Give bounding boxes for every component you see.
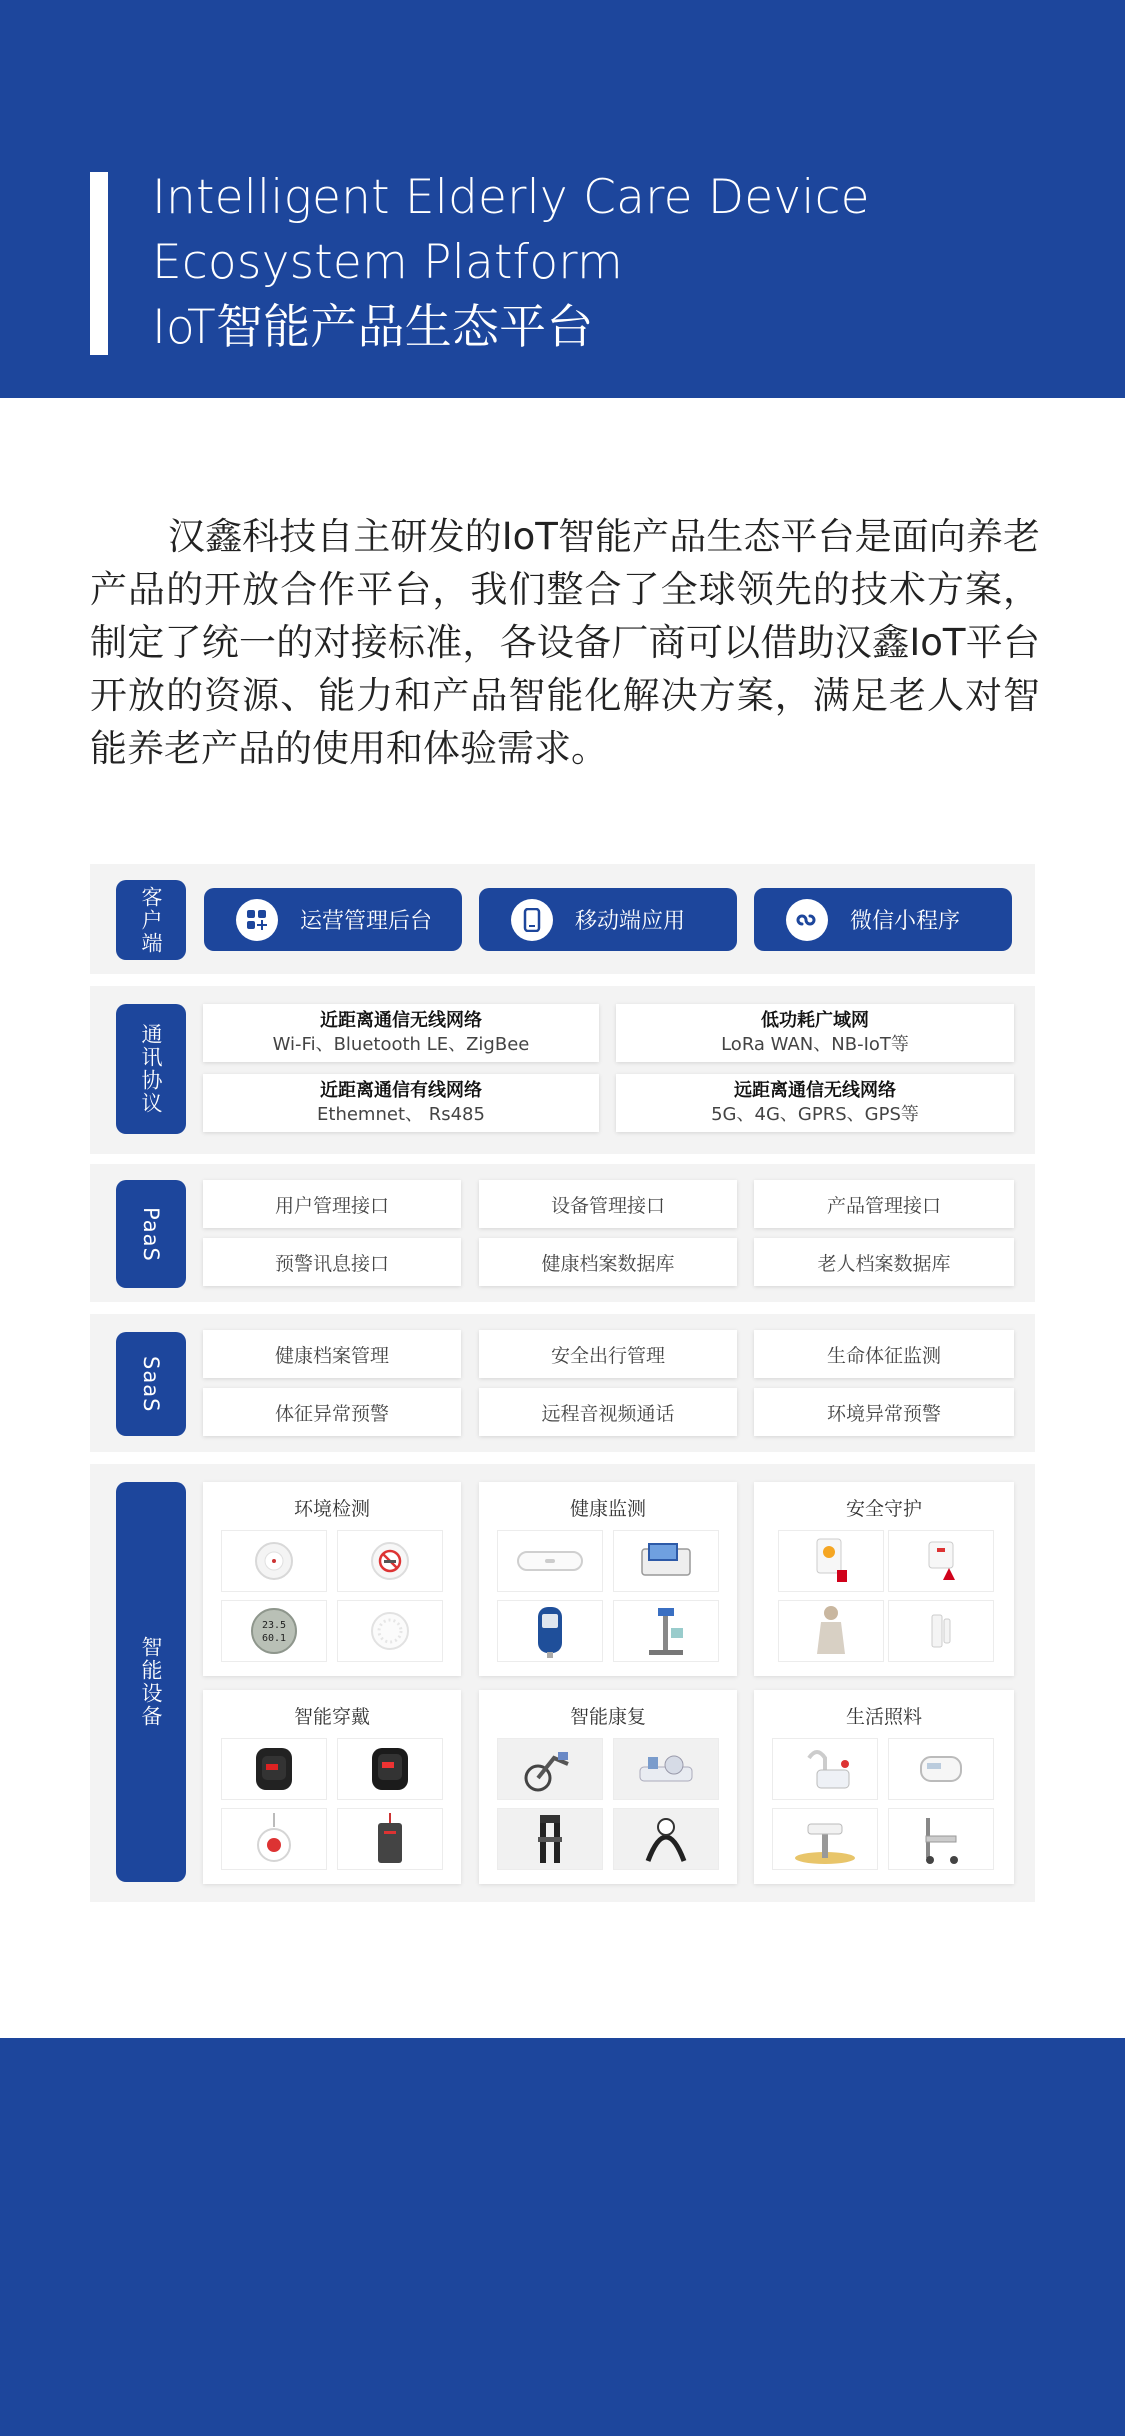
door-sensor-icon	[888, 1530, 994, 1592]
mini-program-icon	[786, 899, 828, 941]
health-kiosk-icon	[613, 1530, 719, 1592]
paas-item: 设备管理接口	[479, 1180, 737, 1228]
device-group-title: 生活照料	[845, 1706, 922, 1728]
mobile-app-label: 移动端应用	[575, 909, 686, 934]
protocol-wired: 近距离通信有线网络 Ethemnet、 Rs485	[203, 1074, 599, 1132]
paas-item: 产品管理接口	[754, 1180, 1014, 1228]
saas-item: 体征异常预警	[203, 1388, 461, 1436]
mini-program-label: 微信小程序	[850, 909, 961, 934]
turntable-bed-icon	[772, 1808, 878, 1870]
header-banner	[0, 0, 1125, 398]
sos-pendant-icon	[221, 1808, 327, 1870]
paas-item: 预警讯息接口	[203, 1238, 461, 1286]
sos-alarm-icon	[778, 1530, 884, 1592]
protocol-layer-label: 通讯协议	[116, 1004, 186, 1134]
device-group-title: 安全守护	[845, 1498, 922, 1520]
sleep-monitor-pad-icon	[497, 1530, 603, 1592]
device-group-environment	[203, 1482, 461, 1676]
device-group-title: 智能穿戴	[293, 1706, 370, 1728]
toilet-aid-icon	[888, 1738, 994, 1800]
saas-item: 健康档案管理	[203, 1330, 461, 1378]
device-group-rehab	[479, 1690, 737, 1884]
locator-card-icon	[337, 1808, 443, 1870]
protocol-long-wireless: 远距离通信无线网络 5G、4G、GPRS、GPS等	[616, 1074, 1014, 1132]
footer-banner	[0, 2038, 1125, 2436]
gas-detector-icon	[337, 1600, 443, 1662]
svg-text:60.1: 60.1	[261, 1633, 287, 1644]
title-accent-bar	[90, 172, 108, 355]
ops-admin-label: 运营管理后台	[300, 909, 433, 934]
paas-item: 用户管理接口	[203, 1180, 461, 1228]
device-group-health	[479, 1482, 737, 1676]
smart-watch-icon	[221, 1738, 327, 1800]
device-group-care	[754, 1690, 1014, 1884]
device-group-title: 环境检测	[293, 1498, 370, 1520]
devices-layer-label: 智能设备	[116, 1482, 186, 1882]
saas-item: 环境异常预警	[754, 1388, 1014, 1436]
glucose-meter-icon	[497, 1600, 603, 1662]
title-line-2: Ecosystem Platform	[152, 235, 623, 290]
grid-plus-icon	[236, 899, 278, 941]
title-line-1: Intelligent Elderly Care Device	[152, 170, 870, 225]
intro-paragraph: 汉鑫科技自主研发的IoT智能产品生态平台是面向养老产品的开放合作平台，我们整合了全球领先的技术方案，制定了统一的对接标准，各设备厂商可以借助汉鑫IoT平台开放的资源、能力和产品智能化解决方案，满足老人对智能养老产品的使用和体验需求。	[90, 515, 1040, 770]
saas-item: 安全出行管理	[479, 1330, 737, 1378]
devices-layer	[90, 1464, 1035, 1902]
mini-program-button[interactable]	[754, 888, 1012, 951]
title-line-3: IoT智能产品生态平台	[152, 300, 594, 355]
saas-item: 生命体征监测	[754, 1330, 1014, 1378]
no-smoking-sensor-icon	[337, 1530, 443, 1592]
client-layer-label: 客户端	[116, 880, 186, 960]
protocol-lpwan: 低功耗广域网 LoRa WAN、NB-IoT等	[616, 1004, 1014, 1062]
rehab-bike-icon	[497, 1738, 603, 1800]
ops-admin-button[interactable]	[204, 888, 462, 951]
thermo-hygrometer-icon	[221, 1600, 327, 1662]
paas-layer-label: PaaS	[116, 1180, 186, 1288]
device-group-safety	[754, 1482, 1014, 1676]
transfer-chair-icon	[888, 1808, 994, 1870]
exoskeleton-icon	[497, 1808, 603, 1870]
paas-item: 老人档案数据库	[754, 1238, 1014, 1286]
rehab-machine-icon	[613, 1738, 719, 1800]
protocol-short-wireless: 近距离通信无线网络 Wi-Fi、Bluetooth LE、ZigBee	[203, 1004, 599, 1062]
paas-layer	[90, 1164, 1035, 1302]
protocol-layer	[90, 986, 1035, 1154]
page-title	[152, 165, 870, 360]
mobile-app-button[interactable]	[479, 888, 737, 951]
window-sensor-icon	[888, 1600, 994, 1662]
device-group-wearables	[203, 1690, 461, 1884]
device-group-title: 健康监测	[569, 1498, 646, 1520]
smart-band-icon	[337, 1738, 443, 1800]
client-layer	[90, 864, 1035, 974]
care-robot-icon	[772, 1738, 878, 1800]
svg-text:23.5: 23.5	[261, 1620, 287, 1631]
saas-layer	[90, 1314, 1035, 1452]
saas-layer-label: SaaS	[116, 1332, 186, 1436]
health-station-icon	[613, 1600, 719, 1662]
saas-item: 远程音视频通话	[479, 1388, 737, 1436]
gait-trainer-icon	[613, 1808, 719, 1870]
elderly-person-icon	[778, 1600, 884, 1662]
smoke-detector-icon	[221, 1530, 327, 1592]
phone-icon	[511, 899, 553, 941]
paas-item: 健康档案数据库	[479, 1238, 737, 1286]
device-group-title: 智能康复	[569, 1706, 646, 1728]
